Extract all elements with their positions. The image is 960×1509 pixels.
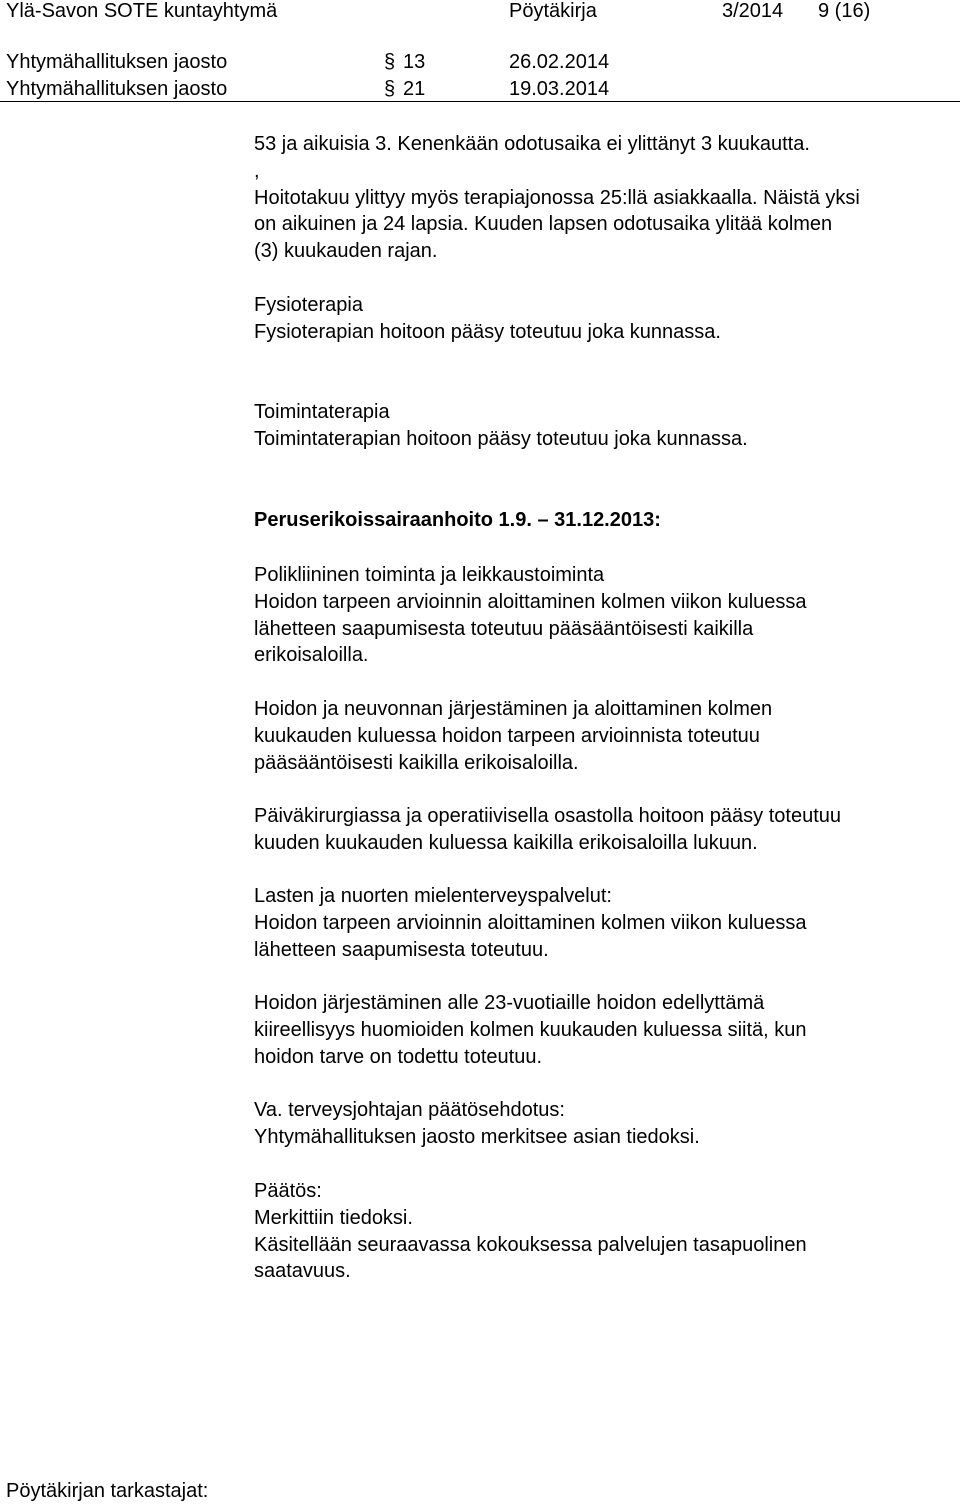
youth-care-paragraph	[254, 990, 807, 1070]
youth-care-line-3: hoidon tarve on todettu toteutuu.	[254, 1045, 542, 1068]
mental-health-line-1: Lasten ja nuorten mielenterveyspalvelut:	[254, 885, 612, 907]
mental-health-line-3: lähetteen saapumisesta toteutuu.	[254, 938, 549, 961]
mental-health-paragraph	[254, 883, 807, 963]
youth-care-line-2: kiireellisyys huomioiden kolmen kuukauden kuluessa siitä, kun	[254, 1018, 807, 1041]
intro-line-4: (3) kuukauden rajan.	[254, 240, 438, 263]
surgery-paragraph	[254, 803, 841, 857]
specialist-care-heading-text: Peruserikoissairaanhoito 1.9. – 31.12.2013:	[254, 509, 661, 531]
surgery-line-1: Päiväkirurgiassa ja operatiivisella osastolla hoitoon pääsy toteutuu	[254, 805, 842, 827]
document-number: 3/2014	[722, 0, 784, 22]
decision-line-2: Käsitellään seuraavassa kokouksessa palvelujen tasapuolinen	[254, 1233, 807, 1256]
outpatient-line-1: Polikliininen toiminta ja leikkaustoiminta	[254, 564, 605, 586]
intro-line-2: , Hoitotakuu ylittyy myös terapiajonossa 25:llä asiakkaalla. Näistä yksi	[254, 159, 860, 209]
page-number: 9 (16)	[818, 0, 871, 22]
organization-name: Ylä-Savon SOTE kuntayhtymä	[6, 0, 278, 22]
decision-paragraph	[254, 1178, 807, 1285]
counselling-line-2: kuukauden kuluessa hoidon tarpeen arvioinnista toteutuu	[254, 724, 760, 747]
occupational-therapy-title: Toimintaterapia	[254, 401, 390, 423]
occupational-therapy-section	[254, 399, 748, 453]
outpatient-line-3: lähetteen saapumisesta toteutuu pääsääntöisesti kaikilla	[254, 617, 754, 640]
meeting-date-1: 26.02.2014	[509, 51, 610, 73]
physiotherapy-section	[254, 292, 721, 346]
section-number-1: 13	[403, 51, 426, 73]
meeting-date-2: 19.03.2014	[509, 78, 610, 100]
intro-paragraph	[254, 131, 860, 265]
physiotherapy-title: Fysioterapia	[254, 294, 363, 316]
counselling-line-3: pääsääntöisesti kaikilla erikoisaloilla.	[254, 751, 579, 774]
section-sign-2: §	[384, 78, 396, 100]
surgery-line-2: kuuden kuukauden kuluessa kaikilla erikoisaloilla lukuun.	[254, 831, 758, 854]
occupational-therapy-text: Toimintaterapian hoitoon pääsy toteutuu joka kunnassa.	[254, 427, 748, 450]
reviewers-label: Pöytäkirjan tarkastajat:	[6, 1480, 209, 1502]
youth-care-line-1: Hoidon järjestäminen alle 23-vuotiaille hoidon edellyttämä	[254, 992, 765, 1014]
intro-line-1: 53 ja aikuisia 3. Kenenkään odotusaika ei ylittänyt 3 kuukautta.	[254, 133, 810, 155]
outpatient-line-4: erikoisaloilla.	[254, 644, 369, 667]
proposal-text: Yhtymähallituksen jaosto merkitsee asian tiedoksi.	[254, 1125, 700, 1148]
decision-line-3: saatavuus.	[254, 1260, 351, 1283]
meeting-body-2: Yhtymähallituksen jaosto	[6, 78, 228, 100]
decision-label: Päätös:	[254, 1180, 322, 1202]
proposal-paragraph	[254, 1097, 700, 1151]
document-type: Pöytäkirja	[509, 0, 597, 22]
counselling-line-1: Hoidon ja neuvonnan järjestäminen ja aloittaminen kolmen	[254, 698, 773, 720]
meeting-body-1: Yhtymähallituksen jaosto	[6, 51, 228, 73]
section-number-2: 21	[403, 78, 426, 100]
counselling-paragraph	[254, 696, 772, 776]
outpatient-line-2: Hoidon tarpeen arvioinnin aloittaminen kolmen viikon kuluessa	[254, 590, 807, 613]
mental-health-line-2: Hoidon tarpeen arvioinnin aloittaminen kolmen viikon kuluessa	[254, 911, 807, 934]
section-sign-1: §	[384, 51, 396, 73]
proposal-label: Va. terveysjohtajan päätösehdotus:	[254, 1099, 565, 1121]
intro-line-3: on aikuinen ja 24 lapsia. Kuuden lapsen odotusaika ylitää kolmen	[254, 213, 833, 236]
physiotherapy-text: Fysioterapian hoitoon pääsy toteutuu joka kunnassa.	[254, 320, 721, 343]
specialist-care-heading	[254, 507, 661, 534]
header-divider	[0, 101, 960, 102]
outpatient-paragraph	[254, 562, 807, 669]
decision-line-1: Merkittiin tiedoksi.	[254, 1206, 413, 1229]
